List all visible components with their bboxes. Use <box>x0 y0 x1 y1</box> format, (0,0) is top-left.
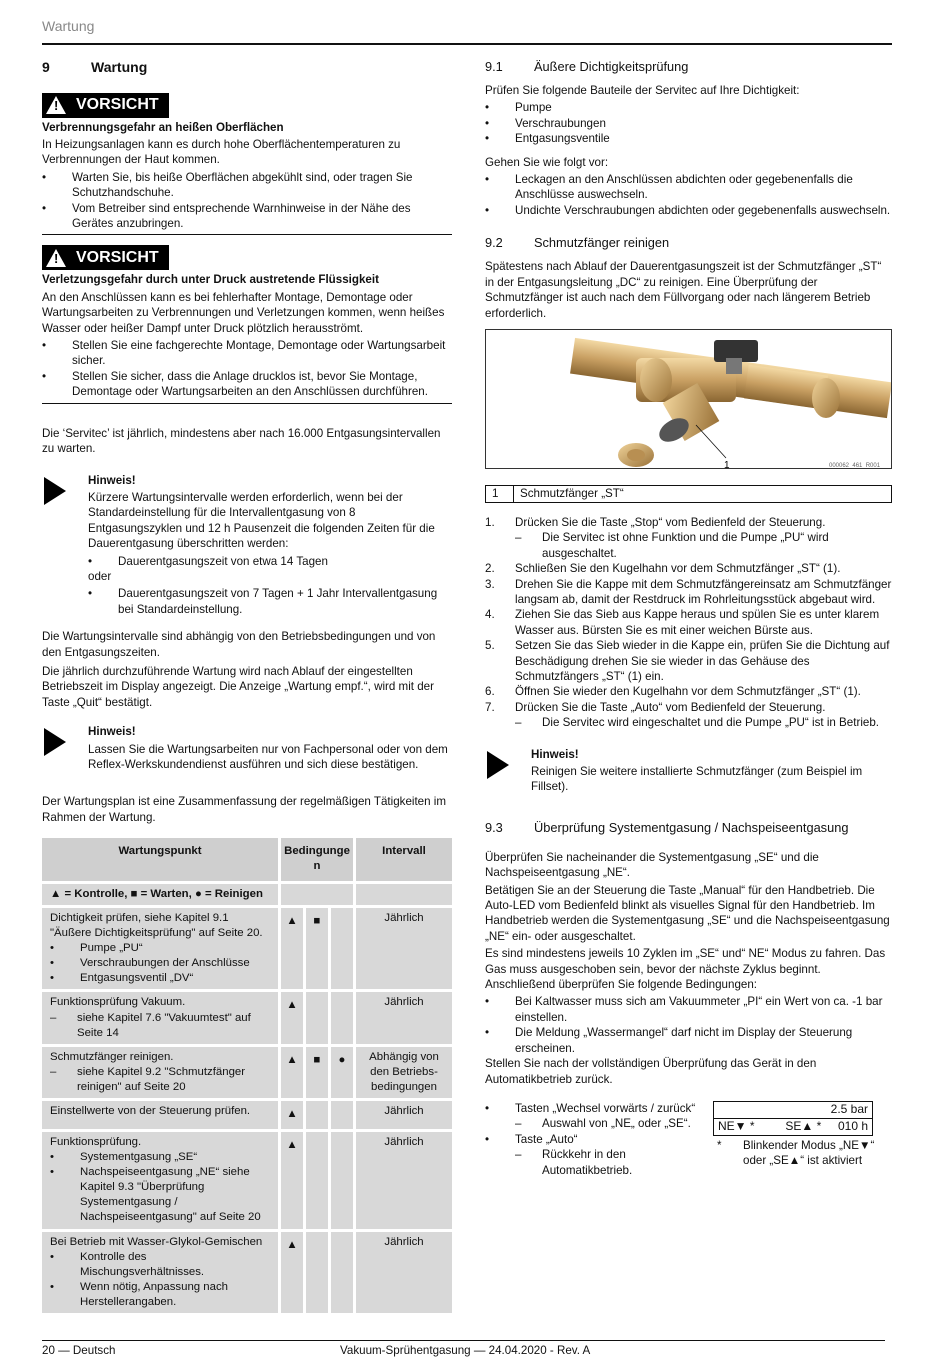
caution-block-burn <box>42 93 452 236</box>
caution-label: VORSICHT <box>76 249 159 267</box>
plan-intro: Der Wartungsplan ist eine Zusammenfassung der regelmäßigen Tätigkeiten im Rahmen der Wartung. <box>42 795 447 824</box>
note-text: Blinkender Modus „NE▼“ oder „SE▲“ ist aktiviert <box>743 1138 875 1168</box>
hint-block <box>42 724 452 774</box>
note-star: * <box>717 1138 722 1152</box>
maintenance-dash: – siehe Kapitel 7.6 "Vakuumtest" auf Seite 14 <box>50 1011 270 1041</box>
footer-page: 20 — Deutsch <box>42 1344 116 1357</box>
table-header-row <box>42 838 452 880</box>
table-header: Intervall <box>356 838 452 880</box>
maintenance-item-title: Funktionsprüfung Vakuum. <box>50 996 186 1009</box>
caution-bullet: • Stellen Sie eine fachgerechte Montage, Demontage oder Wartungsarbeit sicher. <box>42 338 452 369</box>
maintenance-item <box>42 1101 278 1128</box>
section-number: 9.1 <box>485 59 503 74</box>
section-title: Überprüfung Systementgasung / Nachspeiseentgasung <box>534 819 849 835</box>
section-9-heading <box>42 58 452 77</box>
maintenance-item <box>42 908 278 990</box>
maintenance-dash: – siehe Kapitel 9.2 "Schmutzfänger reinigen" auf Seite 20 <box>50 1065 270 1095</box>
interval-cell: Jährlich <box>356 1101 452 1128</box>
hint-bullets <box>88 554 452 569</box>
right-column <box>485 58 892 1178</box>
header-rule <box>42 43 892 45</box>
condition-symbol <box>306 992 328 1043</box>
footer-rule <box>42 1340 885 1341</box>
list-item: • Bei Kaltwasser muss sich am Vakuummeter „PI“ ein Wert von ca. -1 bar einstellen. <box>485 994 892 1025</box>
maintenance-item-title: Einstellwerte von der Steuerung prüfen. <box>50 1105 251 1118</box>
maintenance-item-title: Funktionsprüfung. <box>50 1135 142 1148</box>
hint-text: Lassen Sie die Wartungsarbeiten nur von Fachpersonal oder von dem Reflex-Werkskundendienst ausführen und sich diese bestätigen. <box>88 742 448 772</box>
maintenance-bullet: • Kontrolle des Mischungsverhältnisses. <box>50 1250 270 1280</box>
maintenance-bullet: • Systementgasung „SE“ <box>50 1150 270 1165</box>
table-row <box>42 1232 452 1314</box>
paragraph: Gehen Sie wie folgt vor: <box>485 155 609 169</box>
hint-bullet: • Dauerentgasungszeit von 7 Tagen + 1 Jahr Intervallentgasung bei Standardeinstellung. <box>88 586 452 617</box>
table-header: Wartungspunkt <box>42 838 278 880</box>
step-item <box>485 515 892 561</box>
step-text: Schließen Sie den Kugelhahn vor dem Schmutzfänger „ST“ (1). <box>515 562 841 576</box>
step-item <box>485 607 892 638</box>
condition-symbol <box>331 992 353 1043</box>
key-list <box>485 1101 713 1178</box>
step-result: – Die Servitec ist ohne Funktion und die Pumpe „PU“ wird ausgeschaltet. <box>515 530 892 561</box>
display-pressure: 2.5 bar <box>714 1102 872 1119</box>
table-body <box>42 908 452 1314</box>
key-item: • Tasten „Wechsel vorwärts / zurück“ <box>485 1101 713 1116</box>
table-header: Bedingunge n <box>281 838 353 880</box>
step-number: 7. <box>485 700 495 714</box>
key-subitem: – Auswahl von „NE„ oder „SE“. <box>515 1116 713 1131</box>
caution-text: In Heizungsanlagen kann es durch hohe Oberflächentemperaturen zu Verbrennungen der Haut kommen. <box>42 138 401 167</box>
section-9-1-heading <box>485 58 892 75</box>
maintenance-plan-table <box>39 835 455 1316</box>
legend-empty <box>356 884 452 905</box>
caution-badge <box>42 93 169 118</box>
list-item: • Verschraubungen <box>485 116 892 131</box>
table-legend-row <box>42 884 452 905</box>
table-row <box>42 992 452 1043</box>
step-number: 5. <box>485 639 495 653</box>
controller-display <box>713 1101 873 1136</box>
interval-cell: Abhängig von den Betriebs-bedingungen <box>356 1047 452 1098</box>
hint-arrow-icon <box>44 477 66 505</box>
caution-title: Verbrennungsgefahr an heißen Oberflächen <box>42 120 284 134</box>
paragraph: Stellen Sie nach der vollständigen Überprüfung das Gerät in den Automatikbetrieb zurück. <box>485 1057 817 1086</box>
interval-cell: Jährlich <box>356 908 452 990</box>
hint-text: Kürzere Wartungsintervalle werden erforderlich, wenn bei der Standardeinstellung für die Intervallentgasung von 8 Entgasungszyklen und 12 h Pausenzeit die folgenden Zeiten für die Dauerentgasung überschritten werden: <box>88 490 435 551</box>
running-head: Wartung <box>42 18 95 34</box>
table-row <box>42 1047 452 1098</box>
caution-text: An den Anschlüssen kann es bei fehlerhafter Montage, Demontage oder Wartungsarbeiten zu Verbrennungen und Verletzungen kommen, wenn heißes Wasser oder heißer Dampf unter Druck plötzlich herausströmt. <box>42 290 445 335</box>
interval-cell: Jährlich <box>356 1132 452 1229</box>
condition-symbol <box>331 1232 353 1314</box>
step-number: 2. <box>485 562 495 576</box>
caution-bullet: • Stellen Sie sicher, dass die Anlage drucklos ist, bevor Sie Montage, Demontage oder Wartungsarbeiten an den Anschlüssen durchführen. <box>42 369 452 400</box>
procedure-list <box>485 172 892 218</box>
display-se: SE▲ * <box>785 1118 822 1133</box>
hint-title: Hinweis! <box>88 473 136 487</box>
maintenance-bullet: • Wenn nötig, Anpassung nach Herstellerangaben. <box>50 1280 270 1310</box>
warning-triangle-icon <box>46 96 66 114</box>
paragraph: Es sind mindestens jeweils 10 Zyklen im „SE“ und“ NE“ Modus zu fahren. Das Gas muss ausgeschoben sein, bevor der nächste Zyklus beginnt. Anschließend überprüfen Sie folgende Bedingungen: <box>485 947 886 992</box>
hint-block <box>485 747 892 797</box>
caution-bullets <box>42 338 452 400</box>
maintenance-item <box>42 1132 278 1229</box>
step-text: Öffnen Sie wieder den Kugelhahn vor dem Schmutzfänger „ST“ (1). <box>515 685 861 699</box>
paragraph: Überprüfen Sie nacheinander die Systementgasung „SE“ und die Nachspeiseentgasung „NE“. <box>485 850 819 880</box>
warning-triangle-icon <box>46 249 66 267</box>
condition-symbol: ▲ <box>281 908 303 990</box>
hint-title: Hinweis! <box>88 725 136 739</box>
section-title: Äußere Dichtigkeitsprüfung <box>534 59 689 74</box>
condition-symbol <box>331 1101 353 1128</box>
condition-symbol: ■ <box>306 1047 328 1098</box>
caution-block-pressure <box>42 245 452 403</box>
condition-symbol: ▲ <box>281 1232 303 1314</box>
paragraph: Die Wartungsintervalle sind abhängig von den Betriebsbedingungen und von den Entgasungszeiten. <box>42 630 436 659</box>
step-text: Setzen Sie das Sieb wieder in die Kappe ein, prüfen Sie die Dichtung auf Beschädigung drehen Sie sie wieder in das Gehäuse des Schmutzfängers „ST“ (1) ein. <box>515 639 890 683</box>
cleaning-steps <box>485 515 892 731</box>
legend-text: Schmutzfänger „ST“ <box>520 486 624 500</box>
condition-symbol: ▲ <box>281 1132 303 1229</box>
maintenance-bullet: • Pumpe „PU“ <box>50 941 270 956</box>
hint-bullets-2 <box>88 586 452 617</box>
caution-badge <box>42 245 169 270</box>
display-note <box>713 1138 883 1169</box>
key-subitem: – Rückkehr in den Automatikbetrieb. <box>515 1147 713 1178</box>
display-ne: NE▼ * <box>718 1118 755 1133</box>
step-item <box>485 638 892 684</box>
step-number: 6. <box>485 685 495 699</box>
maintenance-item <box>42 992 278 1043</box>
condition-symbol <box>331 908 353 990</box>
intro-paragraph: Die ‘Servitec’ ist jährlich, mindestens aber nach 16.000 Entgasungsintervallen zu warten. <box>42 426 441 456</box>
caution-title: Verletzungsgefahr durch unter Druck austretende Flüssigkeit <box>42 273 379 287</box>
table-row <box>42 908 452 990</box>
table-row <box>42 1132 452 1229</box>
condition-symbol: ▲ <box>281 1101 303 1128</box>
step-text: Ziehen Sie das Sieb aus Kappe heraus und spülen Sie es unter klarem Wasser aus. Bürsten Sie es mit einer weichen Bürste aus. <box>515 608 880 637</box>
caution-label: VORSICHT <box>76 96 159 114</box>
maintenance-item-title: Dichtigkeit prüfen, siehe Kapitel 9.1 "Äußere Dichtigkeitsprüfung" auf Seite 20. <box>50 911 263 939</box>
list-item: • Entgasungsventile <box>485 131 892 146</box>
list-item: • Leckagen an den Anschlüssen abdichten oder gegebenenfalls die Anschlüsse auswechseln. <box>485 172 892 203</box>
key-display-row <box>485 1101 892 1178</box>
interval-cell: Jährlich <box>356 1232 452 1314</box>
condition-symbol <box>306 1101 328 1128</box>
interval-cell: Jährlich <box>356 992 452 1043</box>
maintenance-item-title: Schmutzfänger reinigen. <box>50 1050 174 1063</box>
step-result: – Die Servitec wird eingeschaltet und die Pumpe „PU“ ist in Betrieb. <box>515 715 892 730</box>
table-row <box>42 1101 452 1128</box>
legend-number: 1 <box>486 486 514 502</box>
paragraph: Spätestens nach Ablauf der Dauerentgasungszeit ist der Schmutzfänger „ST“ in der Entgasungsleitung „DC“ zu reinigen. Eine Überprüfung der Schmutzfänger ist auch nach dem Füllvorgang oder nach längerem Betrieb erforderlich. <box>485 260 882 320</box>
paragraph: Die jährlich durchzuführende Wartung wird nach Ablauf der eingestellten Betriebszeit im Display angezeigt. Die Anzeige „Wartung empf.“, wird mit der Taste „Quit“ bestätigt. <box>42 664 434 709</box>
step-item <box>485 700 892 731</box>
legend-empty <box>281 884 353 905</box>
paragraph: Prüfen Sie folgende Bauteile der Servitec auf Ihre Dichtigkeit: <box>485 84 800 98</box>
hint-block <box>42 473 452 618</box>
section-title: Wartung <box>91 59 148 75</box>
section-number: 9.2 <box>485 235 503 251</box>
section-number: 9.3 <box>485 819 503 835</box>
list-item: • Undichte Verschraubungen abdichten oder gegebenenfalls auswechseln. <box>485 203 892 218</box>
maintenance-bullet: • Entgasungsventil „DV“ <box>50 971 270 986</box>
legend-text: ▲ = Kontrolle, ■ = Warten, ● = Reinigen <box>42 884 278 905</box>
section-number: 9 <box>42 59 50 75</box>
condition-symbol: ▲ <box>281 1047 303 1098</box>
condition-symbol <box>331 1132 353 1229</box>
hint-arrow-icon <box>44 728 66 756</box>
figure-legend <box>485 485 892 503</box>
condition-symbol: ▲ <box>281 992 303 1043</box>
condition-symbol <box>306 1232 328 1314</box>
step-text: Drehen Sie die Kappe mit dem Schmutzfängereinsatz am Schmutzfänger langsam ab, damit der Restdruck im Rohrleitungsstück abgebaut wird. <box>515 577 892 606</box>
step-text: Drücken Sie die Taste „Stop“ vom Bedienfeld der Steuerung. <box>515 515 826 529</box>
maintenance-item <box>42 1047 278 1098</box>
hint-text: Reinigen Sie weitere installierte Schmutzfänger (zum Beispiel im Fillset). <box>531 765 863 794</box>
caution-bullet: • Vom Betreiber sind entsprechende Warnhinweise in der Nähe des Gerätes anzubringen. <box>42 201 452 232</box>
maintenance-bullet: • Verschraubungen der Anschlüsse <box>50 956 270 971</box>
section-9-2-heading <box>485 234 892 251</box>
condition-list <box>485 994 892 1056</box>
step-number: 1. <box>485 515 495 529</box>
footer-title: Vakuum-Sprühentgasung — 24.04.2020 - Rev. A <box>340 1344 591 1357</box>
section-title: Schmutzfänger reinigen <box>534 235 670 251</box>
section-9-3-heading <box>485 819 892 836</box>
maintenance-item <box>42 1232 278 1314</box>
display-time: 010 h <box>837 1118 868 1133</box>
list-item: • Die Meldung „Wassermangel“ darf nicht im Display der Steuerung erscheinen. <box>485 1025 892 1056</box>
condition-symbol: ● <box>331 1047 353 1098</box>
caution-bullets <box>42 170 452 232</box>
step-item <box>485 684 892 699</box>
condition-symbol: ■ <box>306 908 328 990</box>
list-item: • Pumpe <box>485 100 892 115</box>
maintenance-bullet: • Nachspeiseentgasung „NE“ siehe Kapitel 9.3 "Überprüfung Systementgasung / Nachspeiseentgasung" auf Seite 20 <box>50 1165 270 1226</box>
caution-bullet: • Warten Sie, bis heiße Oberflächen abgekühlt sind, oder tragen Sie Schutzhandschuhe. <box>42 170 452 201</box>
step-item <box>485 561 892 576</box>
step-number: 4. <box>485 608 495 622</box>
hint-title: Hinweis! <box>531 747 579 761</box>
step-number: 3. <box>485 577 495 591</box>
key-item: • Taste „Auto“ <box>485 1132 713 1147</box>
condition-symbol <box>306 1132 328 1229</box>
step-text: Drücken Sie die Taste „Auto“ vom Bedienfeld der Steuerung. <box>515 700 826 714</box>
hint-oder: oder <box>88 569 112 583</box>
hint-bullet: • Dauerentgasungszeit von etwa 14 Tagen <box>88 554 452 569</box>
figure-code: 000062_461_R001 <box>829 462 881 469</box>
maintenance-item-title: Bei Betrieb mit Wasser-Glykol-Gemischen <box>50 1235 263 1248</box>
step-item <box>485 577 892 608</box>
left-column <box>42 58 452 1316</box>
strainer-illustration <box>486 330 892 469</box>
component-list <box>485 100 892 146</box>
hint-arrow-icon <box>487 751 509 779</box>
figure-callout: 1 <box>724 459 730 469</box>
display-panel <box>713 1101 883 1178</box>
paragraph: Betätigen Sie an der Steuerung die Taste „Manual“ für den Handbetrieb. Die Auto-LED vom Bedienfeld blinkt als visuelles Signal für den Handbetrieb. Im Handbetrieb werden die Systementgasung „SE“ und die Nachspeiseentgasung „NE“ ein- oder ausgeschaltet. <box>485 883 890 943</box>
strainer-figure <box>485 329 892 469</box>
